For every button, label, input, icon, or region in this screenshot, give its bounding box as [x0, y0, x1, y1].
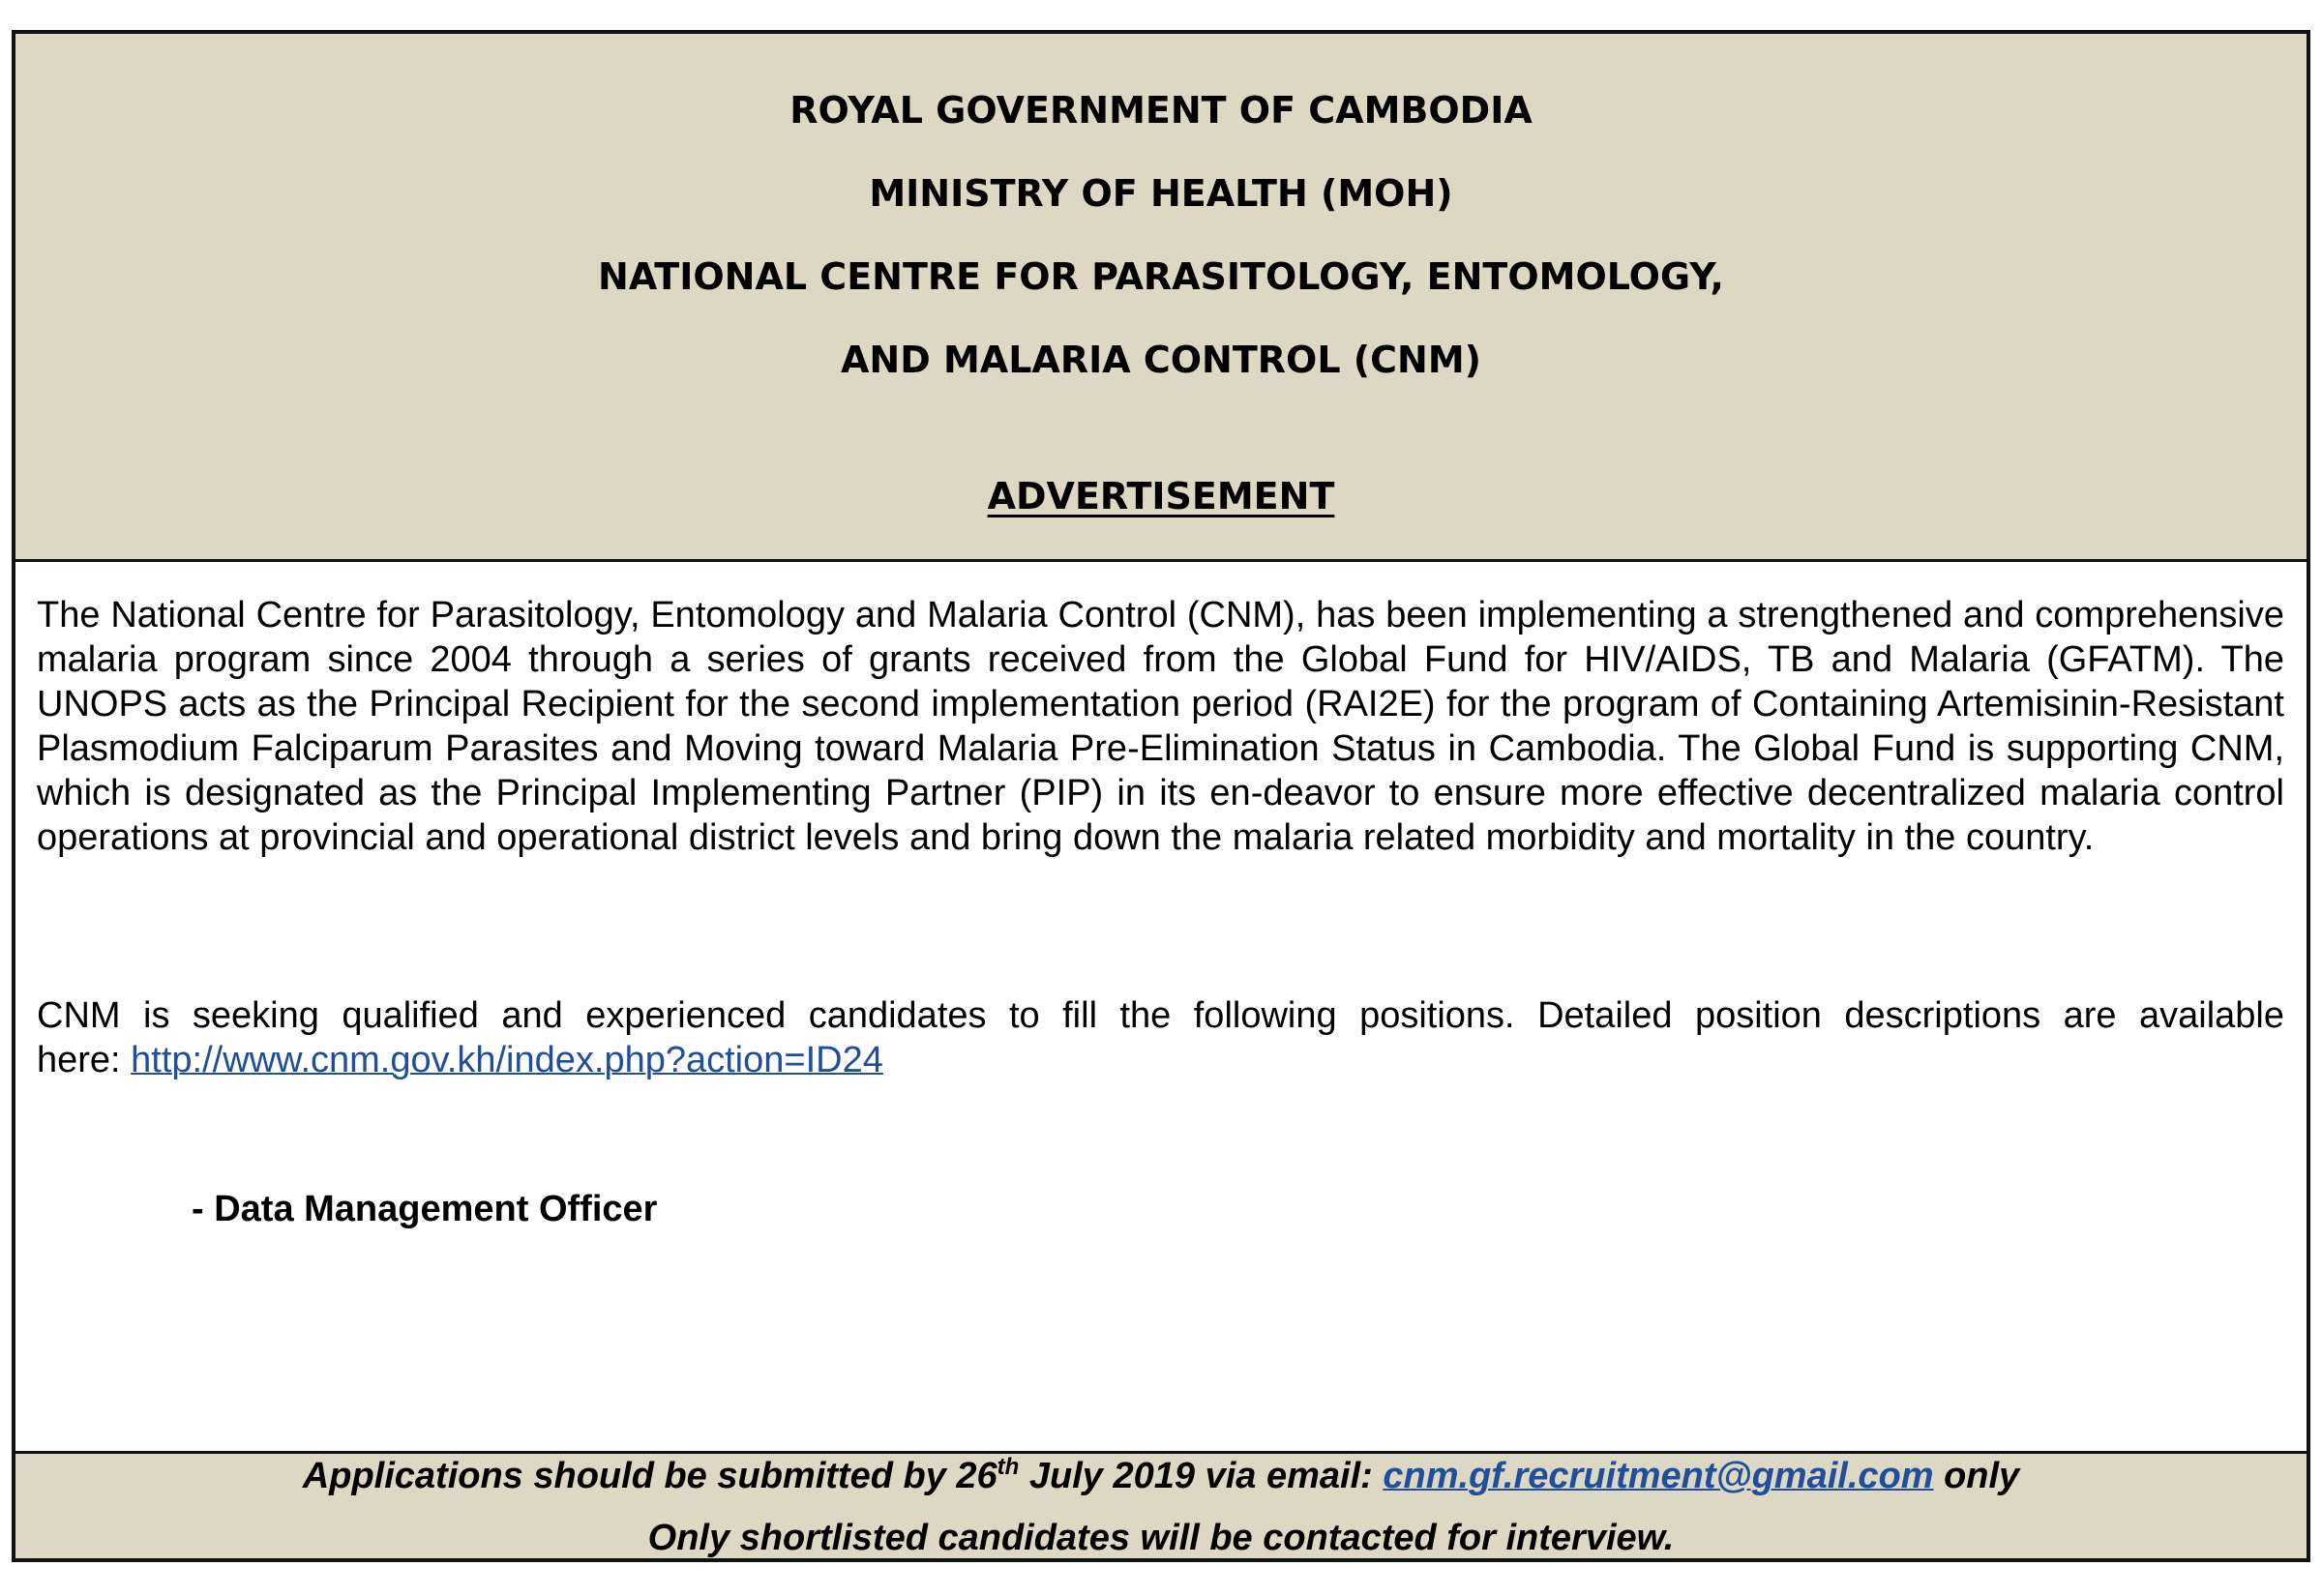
seeking-prefix: here:: [37, 1040, 132, 1080]
header-government: ROYAL GOVERNMENT OF CAMBODIA: [789, 89, 1533, 132]
intro-paragraph: The National Centre for Parasitology, Entomology and Malaria Control (CNM), has been implementing a strengthened and comprehensive malaria program since 2004 through a series of grants received from the Global Fund for HIV/AIDS, TB and Malaria (GFATM). The UNOPS acts as the Principal Recipient for the second implementation period (RAI2E) for the program of Containing Artemisinin-Resistant Plasmodium Falciparum Parasites and Moving toward Malaria Pre-Elimination Status in Cambodia. The Global Fund is supporting CNM, which is designated as the Principal Implementing Partner (PIP) in its en-deavor to ensure more effective decentralized malaria control operations at provincial and operational district levels and bring down the malaria related morbidity and mortality in the country.: [37, 595, 2284, 858]
header-centre-line1: NATIONAL CENTRE FOR PARASITOLOGY, ENTOMOLOGY,: [598, 255, 1724, 298]
footer-band: [15, 1451, 2307, 1558]
deadline-rest: July 2019 via email:: [1019, 1456, 1384, 1496]
advertisement-title-text: ADVERTISEMENT: [987, 475, 1335, 517]
body-section: [15, 562, 2307, 1451]
shortlist-note: Only shortlisted candidates will be contacted for interview.: [647, 1518, 1675, 1558]
deadline-email-suffix: only: [1933, 1456, 2020, 1496]
position-descriptions-link[interactable]: http://www.cnm.gov.kh/index.php?action=ID24: [131, 1040, 883, 1080]
header-ministry: MINISTRY OF HEALTH (MOH): [869, 172, 1453, 215]
seeking-text: CNM is seeking qualified and experienced candidates to fill the following positions. Detailed position descriptions are available: [37, 995, 2284, 1036]
advertisement-frame: [12, 30, 2310, 1562]
seeking-paragraph: [37, 993, 2284, 1082]
advertisement-title: [15, 474, 2307, 518]
header-band: [15, 34, 2307, 562]
position-item: - Data Management Officer: [192, 1189, 658, 1229]
recruitment-email-link[interactable]: cnm.gf.recruitment@gmail.com: [1383, 1456, 1934, 1496]
deadline-line: [15, 1454, 2307, 1498]
deadline-prefix: Applications should be submitted by 26: [302, 1456, 997, 1496]
deadline-ordinal: th: [997, 1454, 1020, 1480]
header-centre-line2: AND MALARIA CONTROL (CNM): [840, 339, 1482, 381]
